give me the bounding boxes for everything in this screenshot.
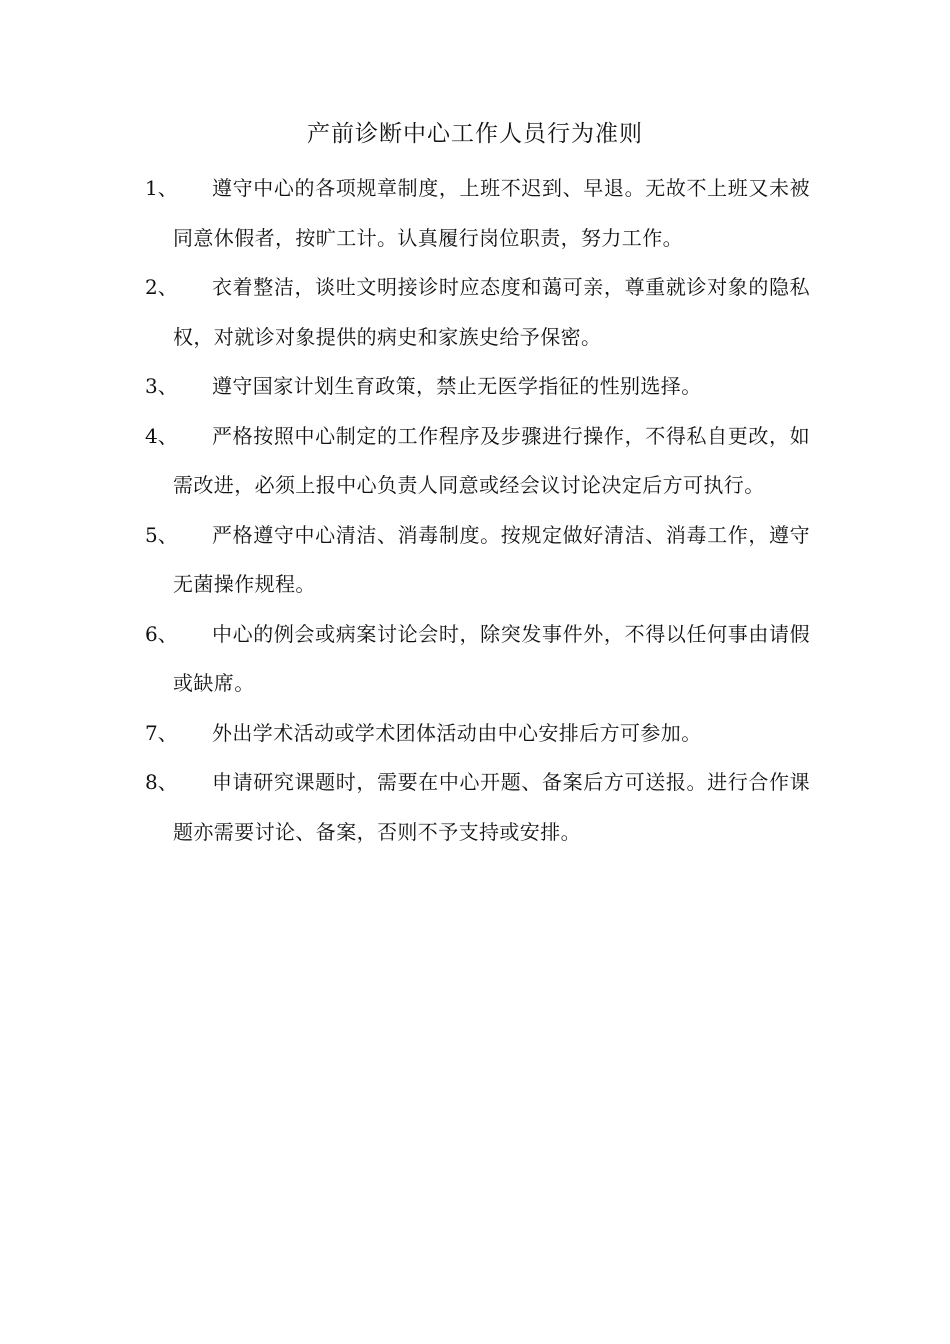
rule-number: 5、 <box>145 522 178 547</box>
rules-list <box>145 164 810 857</box>
rule-item-8 <box>145 758 810 857</box>
rule-item-5 <box>145 511 810 610</box>
rule-number: 1、 <box>145 176 178 200</box>
rule-item-2 <box>145 263 810 362</box>
rule-item-1 <box>145 164 810 263</box>
rule-number: 7、 <box>145 720 178 745</box>
rule-text: 中心的例会或病案讨论会时，除突发事件外，不得以任何事由请假或缺席。 <box>173 621 810 695</box>
rule-text: 申请研究课题时，需要在中心开题、备案后方可送报。进行合作课题亦需要讨论、备案，否则不予支持或安排。 <box>173 770 810 844</box>
rule-number: 8、 <box>145 770 178 794</box>
rule-item-4 <box>145 412 810 511</box>
rule-item-3 <box>145 362 810 412</box>
rule-text: 遵守中心的各项规章制度，上班不迟到、早退。无故不上班又未被同意休假者，按旷工计。认真履行岗位职责，努力工作。 <box>173 176 810 250</box>
rule-text: 严格遵守中心清洁、消毒制度。按规定做好清洁、消毒工作，遵守无菌操作规程。 <box>173 522 810 596</box>
rule-text: 外出学术活动或学术团体活动由中心安排后方可参加。 <box>212 720 702 745</box>
page-title: 产前诊断中心工作人员行为准则 <box>307 121 643 147</box>
rule-number: 4、 <box>145 423 178 448</box>
rule-number: 3、 <box>145 374 178 398</box>
rule-number: 6、 <box>145 621 178 646</box>
rule-item-7 <box>145 709 810 759</box>
rule-text: 衣着整洁，谈吐文明接诊时应态度和蔼可亲，尊重就诊对象的隐私权，对就诊对象提供的病史和家族史给予保密。 <box>173 275 810 349</box>
rule-text: 遵守国家计划生育政策，禁止无医学指征的性别选择。 <box>212 374 702 398</box>
rule-item-6 <box>145 610 810 709</box>
rule-number: 2、 <box>145 275 178 299</box>
rule-text: 严格按照中心制定的工作程序及步骤进行操作，不得私自更改，如需改进，必须上报中心负责人同意或经会议讨论决定后方可执行。 <box>173 423 810 497</box>
